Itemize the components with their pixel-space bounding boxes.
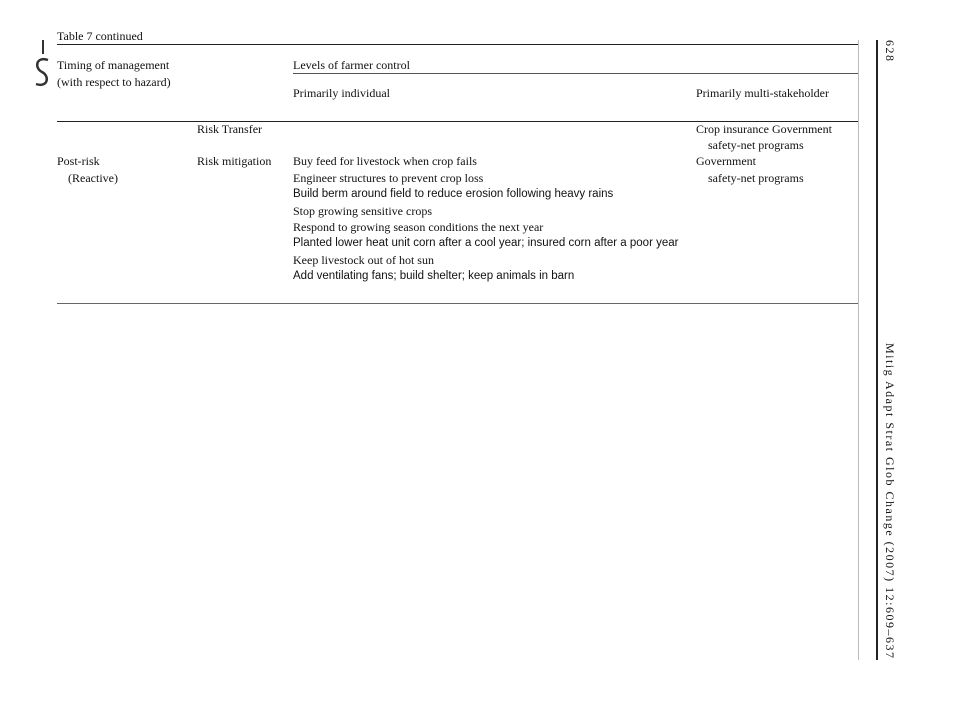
page-margin-rule — [876, 40, 878, 660]
header-timing-line2: (with respect to hazard) — [57, 75, 171, 89]
header-col-multi: Primarily multi-stakeholder — [696, 86, 829, 100]
list-item: Buy feed for livestock when crop fails — [293, 154, 477, 168]
header-timing-line1: Timing of management — [57, 58, 170, 72]
row-post-risk-multi-line1: Government — [696, 154, 756, 168]
row-risk-transfer-multi-line1: Crop insurance Government — [696, 122, 832, 136]
page-frame-rule — [858, 40, 859, 660]
header-levels: Levels of farmer control — [293, 58, 410, 72]
row-risk-transfer-strategy: Risk Transfer — [197, 122, 263, 136]
list-item: Build berm around field to reduce erosion following heavy rains — [293, 188, 614, 200]
row-risk-transfer-multi-line2: safety-net programs — [708, 138, 804, 152]
list-item: Add ventilating fans; build shelter; keep animals in barn — [293, 270, 575, 282]
header-levels-rule — [293, 73, 858, 74]
list-item: Respond to growing season conditions the next year — [293, 220, 544, 234]
publisher-logo-icon — [30, 38, 52, 98]
list-item: Stop growing sensitive crops — [293, 204, 432, 218]
list-item: Keep livestock out of hot sun — [293, 253, 434, 267]
list-item: Planted lower heat unit corn after a cool year; insured corn after a poor year — [293, 237, 679, 249]
row-post-risk-strategy: Risk mitigation — [197, 154, 272, 168]
page-number: 628 — [883, 40, 897, 63]
journal-citation: Mitig Adapt Strat Glob Change (2007) 12:609–637 — [883, 343, 897, 660]
row-post-risk-timing-line1: Post-risk — [57, 154, 100, 168]
table-top-rule — [57, 44, 858, 45]
row-post-risk-multi-line2: safety-net programs — [708, 171, 804, 185]
header-col-individual: Primarily individual — [293, 86, 390, 100]
list-item: Engineer structures to prevent crop loss — [293, 171, 484, 185]
row-post-risk-timing-line2: (Reactive) — [68, 171, 118, 185]
table-bottom-rule — [57, 303, 858, 304]
table-caption: Table 7 continued — [57, 29, 143, 43]
